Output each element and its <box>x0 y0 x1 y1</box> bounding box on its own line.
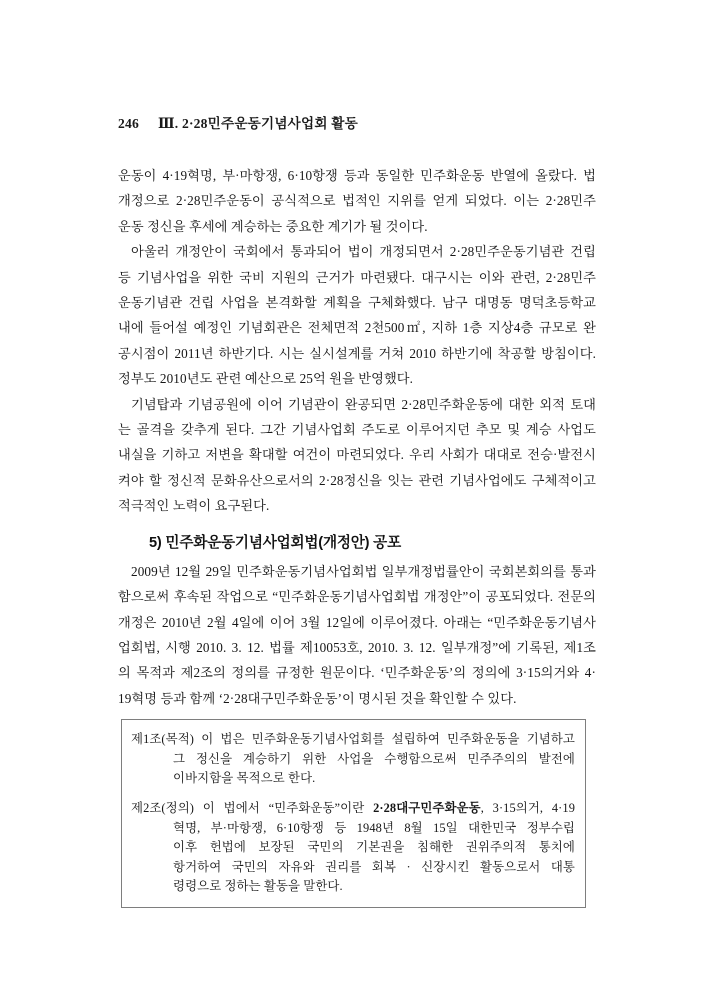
text-line <box>131 799 575 819</box>
text-line: 아울러 개정안이 국회에서 통과되어 법이 개정되면서 2·28민주운동기념관 건립 <box>131 244 596 260</box>
text-line: 그 정신을 계승하기 위한 사업을 수행함으로써 민주주의의 발전에 <box>173 751 575 766</box>
text-line: 개정으로 2·28민주운동이 공식적으로 법적인 지위를 얻게 되었다. 이는 2·28민주 <box>118 193 596 209</box>
text-line: 운동 정신을 후세에 계승하는 중요한 계기가 될 것이다. <box>118 218 428 234</box>
text-line: 19혁명 등과 함께 ‘2·28대구민주화운동’이 명시된 것을 확인할 수 있다. <box>118 690 517 706</box>
emphasized-text: 2·28대구민주화운동 <box>373 800 481 815</box>
text-segment: 이 법에서 “민주화운동”이란 <box>202 800 374 815</box>
clause-label: 제1조(목적) <box>131 732 202 747</box>
law-clause-1 <box>131 730 575 789</box>
text-segment: , 3·15의거, 4·19 <box>480 800 575 815</box>
law-excerpt-box <box>121 719 586 908</box>
text-line: 정부도 2010년도 관련 예산으로 25억 원을 반영했다. <box>118 371 414 387</box>
text-line: 적극적인 노력이 요구된다. <box>118 498 270 514</box>
text-line: 제1조(목적) 이 법은 민주화운동기념사업회를 설립하여 민주화운동을 기념하고 <box>131 732 575 747</box>
text-line: 업회법, 시행 2010. 3. 12. 법률 제10053호, 2010. 3. 12. 일부개정”에 기록된, 제1조 <box>118 639 596 655</box>
text-line: 운동기념관 건립 사업을 본격화할 계획을 구체화했다. 남구 대명동 명덕초등학교 <box>118 295 596 311</box>
text-line: 개정은 2010년 2월 4일에 이어 3월 12일에 이루어졌다. 아래는 “민주화운동기념사 <box>118 614 596 630</box>
paragraph <box>118 163 596 239</box>
paragraph <box>118 559 596 711</box>
text-line: 는 골격을 갖추게 된다. 그간 기념사업회 주도로 이루어지던 추모 및 계승 사업도 <box>118 422 596 438</box>
section-heading: 5) 민주화운동기념사업회법(개정안) 공포 <box>149 534 401 551</box>
text-line: 항거하여 국민의 자유와 권리를 회복 · 신장시킨 활동으로서 대통 <box>173 859 575 874</box>
paragraph <box>118 392 596 519</box>
chapter-title: Ⅲ. 2·28민주운동기념사업회 활동 <box>158 116 358 131</box>
text-line: 령령으로 정하는 활동을 말한다. <box>173 879 343 894</box>
law-clause-2 <box>131 799 575 897</box>
text-line: 이후 헌법에 보장된 국민의 기본권을 침해한 권위주의적 통치에 <box>173 840 575 855</box>
text-line: 켜야 할 정신적 문화유산으로서의 2·28정신을 잇는 관련 기념사업에도 구체적이고 <box>118 472 596 488</box>
text-line: 의 목적과 제2조의 정의를 규정한 원문이다. ‘민주화운동’의 정의에 3·15의거와 4· <box>118 665 596 681</box>
page-number: 246 <box>118 116 139 131</box>
text-line: 혁명, 부·마항쟁, 6·10항쟁 등 1948년 8월 15일 대한민국 정부수립 <box>173 820 575 835</box>
text-line: 내실을 기하고 저변을 확대할 여건이 마련되었다. 우리 사회가 대대로 전승·발전시 <box>118 447 596 463</box>
text-line: 운동이 4·19혁명, 부·마항쟁, 6·10항쟁 등과 동일한 민주화운동 반열에 올랐다. 법 <box>118 168 596 183</box>
text-line: 등 기념사업을 위한 국비 지원의 근거가 마련됐다. 대구시는 이와 관련, 2·28민주 <box>118 269 596 285</box>
text-line: 공시점이 2011년 하반기다. 시는 실시설계를 거쳐 2010 하반기에 착공할 방침이다. <box>118 345 596 361</box>
text-line: 2009년 12월 29일 민주화운동기념사업회법 일부개정법률안이 국회본회의를 통과 <box>131 563 596 579</box>
text-line: 기념탑과 기념공원에 이어 기념관이 완공되면 2·28민주화운동에 대한 외적 토대 <box>131 396 596 412</box>
text-line: 내에 들어설 예정인 기념회관은 전체면적 2천500㎡, 지하 1층 지상4층 규모로 완 <box>118 320 596 336</box>
clause-label: 제2조(정의) <box>131 800 203 815</box>
text-line: 이바지함을 목적으로 한다. <box>173 771 316 786</box>
page-content <box>118 112 596 908</box>
text-line: 함으로써 후속된 작업으로 “민주화운동기념사업회법 개정안”이 공포되었다. 전문의 <box>118 589 596 605</box>
page-header <box>118 112 596 132</box>
paragraph <box>118 239 596 391</box>
